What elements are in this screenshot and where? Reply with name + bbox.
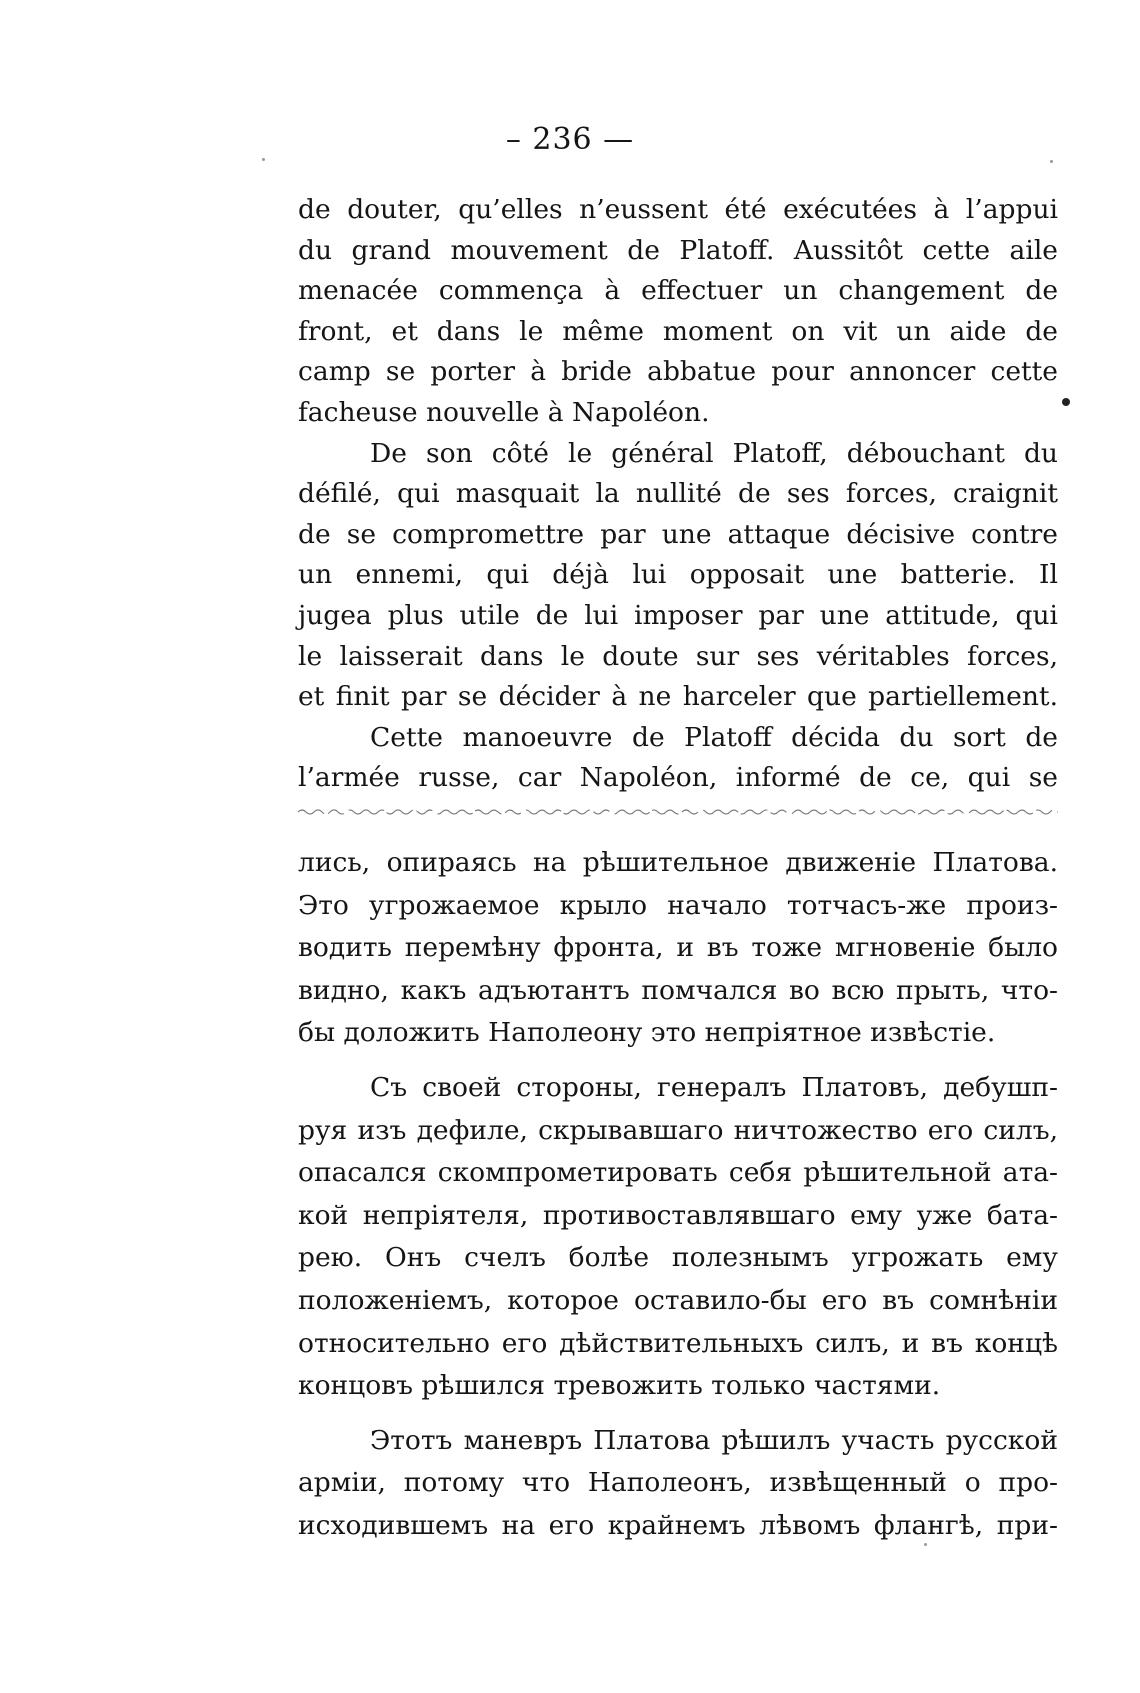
russian-line: рею. Онъ счелъ болѣе полезнымъ угрожать ему	[298, 1242, 1058, 1274]
french-line: de se compromettre par une attaque décisive contre	[298, 518, 1058, 550]
french-line: De son côté le général Platoff, débouchant du	[370, 437, 1058, 469]
french-line: front, et dans le même moment on vit un aide de	[298, 315, 1058, 347]
french-line: jugea plus utile de lui imposer par une attitude, qui	[298, 599, 1058, 631]
ink-speck	[1062, 398, 1070, 406]
russian-line: исходившемъ на его крайнемъ лѣвомъ флангѣ, при-	[298, 1509, 1058, 1541]
russian-line: Это угрожаемое крыло начало тотчасъ-же произ-	[298, 889, 1058, 921]
russian-line: кой непріятеля, противоставлявшаго ему уже бата-	[298, 1199, 1058, 1231]
french-line: menacée commença à effectuer un changement de	[298, 275, 1058, 307]
ink-speck	[924, 1543, 927, 1546]
russian-line: лись, опираясь на рѣшительное движеніе Платова.	[298, 847, 1058, 878]
french-line: du grand mouvement de Platoff. Aussitôt cette aile	[298, 234, 1058, 266]
russian-line: видно, какъ адъютантъ помчался во всю прыть, что-	[298, 974, 1058, 1006]
french-line: de douter, qu’elles n’eussent été exécutées à l’appui	[298, 194, 1058, 225]
french-line: un ennemi, qui déjà lui opposait une batterie. Il	[298, 559, 1058, 591]
page-number: – 236 —	[505, 122, 635, 157]
ink-speck	[1050, 160, 1053, 163]
french-line: camp se porter à bride abbatue pour annoncer cette	[298, 356, 1058, 388]
french-line: défilé, qui masquait la nullité de ses forces, craignit	[298, 478, 1058, 510]
wavy-divider	[298, 806, 1058, 818]
russian-line: концовъ рѣшился тревожить только частями.	[298, 1370, 941, 1402]
russian-line: положеніемъ, которое оставило-бы его въ сомнѣніи	[298, 1284, 1058, 1316]
french-line: Cette manoeuvre de Platoff décida du sort de	[370, 721, 1058, 753]
french-line: l’armée russe, car Napoléon, informé de ce, qui se	[298, 762, 1058, 794]
russian-line: руя изъ дефиле, скрывавшаго ничтожество его силъ,	[298, 1114, 1058, 1146]
french-line: et finit par se décider à ne harceler que partiellement.	[298, 681, 1058, 713]
russian-line: арміи, потому что Наполеонъ, извѣщенный о про-	[298, 1467, 1058, 1499]
russian-line: Этотъ маневръ Платова рѣшилъ участь русской	[370, 1424, 1058, 1456]
french-line: facheuse nouvelle à Napoléon.	[298, 396, 710, 428]
ink-speck	[262, 158, 265, 161]
russian-line: водить перемѣну фронта, и въ тоже мгновеніе было	[298, 932, 1058, 964]
french-text-block	[298, 190, 1058, 799]
french-line: le laisserait dans le doute sur ses véritables forces,	[298, 640, 1058, 672]
russian-line: относительно его дѣйствительныхъ силъ, и въ концѣ	[298, 1327, 1058, 1359]
russian-line: опасался скомпрометировать себя рѣшительной ата-	[298, 1157, 1058, 1189]
russian-line: бы доложить Наполеону это непріятное извѣстіе.	[298, 1017, 996, 1049]
russian-text-block	[298, 842, 1058, 1548]
russian-line: Съ своей стороны, генералъ Платовъ, дебушп-	[370, 1071, 1058, 1103]
